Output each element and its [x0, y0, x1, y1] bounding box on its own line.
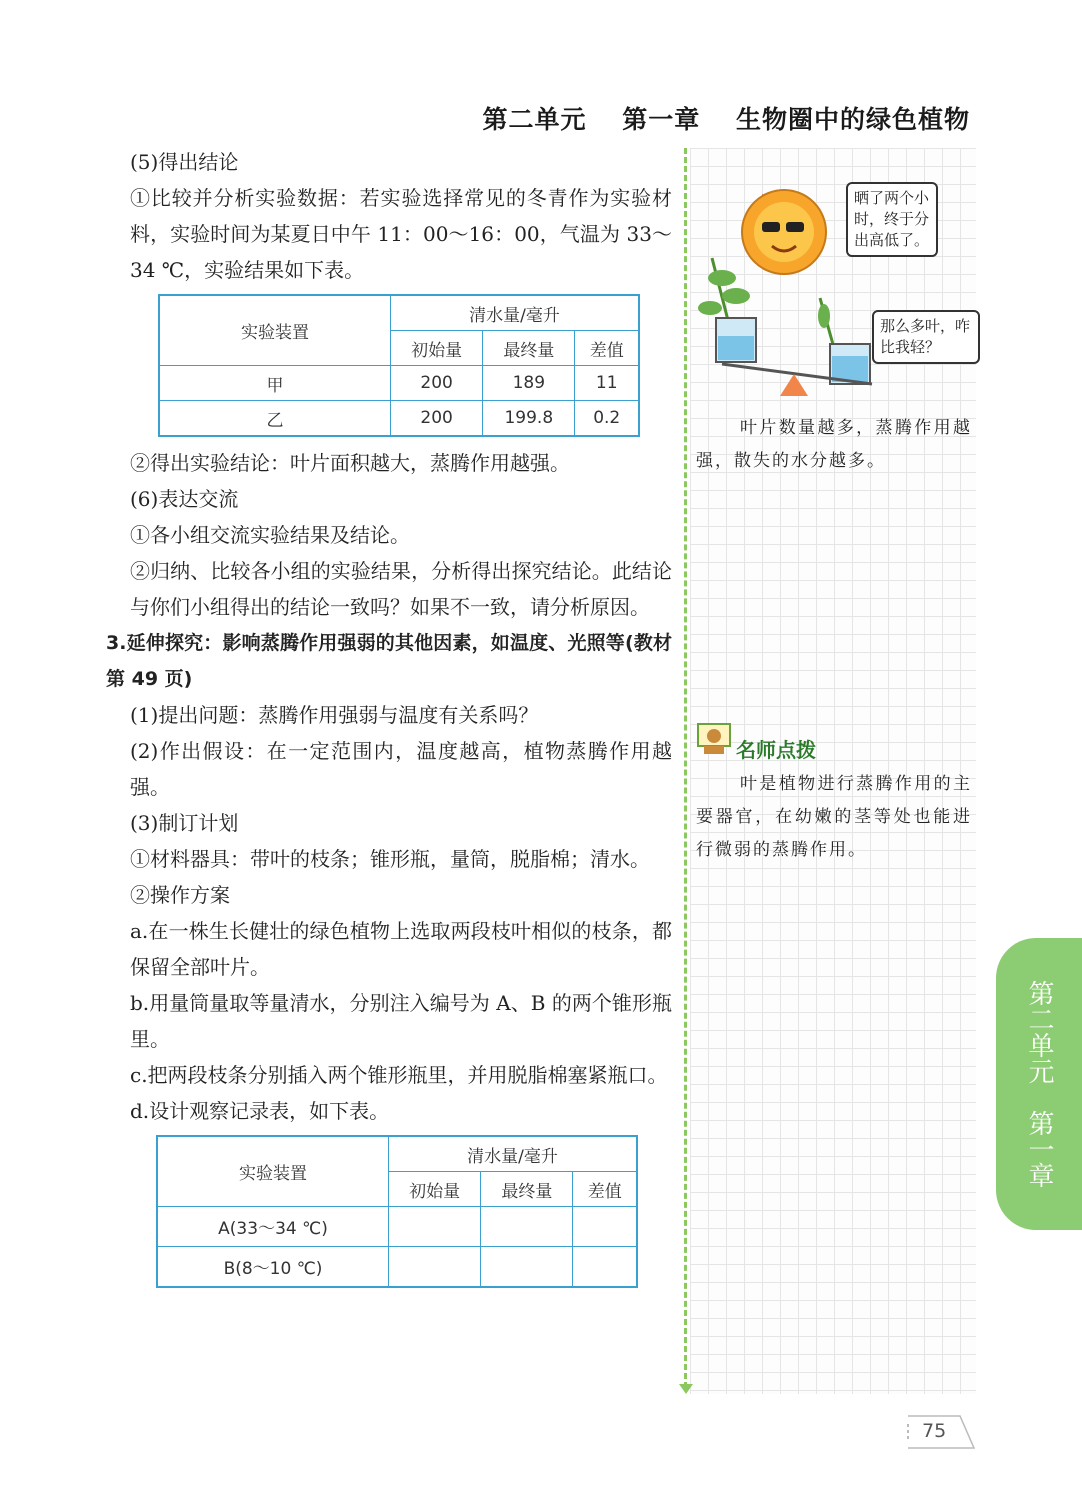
leaf-icon [708, 270, 736, 286]
table2-col-diff: 差值 [573, 1172, 637, 1207]
section-5-paragraph-1: ①比较并分析实验数据：若实验选择常见的冬青作为实验材料，实验时间为某夏日中午 11：00～16：00，气温为 33～34 ℃，实验结果如下表。 [130, 186, 672, 282]
section-6-title: (6)表达交流 [130, 487, 239, 511]
main-content [106, 144, 672, 1296]
table-row: B(8～10 ℃) [157, 1247, 637, 1287]
arrow-down-icon [679, 1384, 693, 1394]
section-6-paragraph-1: ①各小组交流实验结果及结论。 [130, 523, 410, 547]
procedure-step-c: c.把两段枝条分别插入两个锥形瓶里，并用脱脂棉塞紧瓶口。 [130, 1063, 668, 1087]
sidebar-caption: 叶片数量越多，蒸腾作用越强，散失的水分越多。 [696, 418, 972, 471]
section-6-paragraph-2: ②归纳、比较各小组的实验结果，分析得出探究结论。此结论与你们小组得出的结论一致吗？如果不一致，请分析原因。 [130, 559, 672, 619]
page-header [457, 100, 970, 136]
tip-text: 叶是植物进行蒸腾作用的主要器官，在幼嫩的茎等处也能进行微弱的蒸腾作用。 [696, 774, 972, 860]
tip-title: 名师点拨 [736, 738, 816, 762]
table1-col-final: 最终量 [483, 331, 575, 366]
question-3-step-2: (2)作出假设：在一定范围内，温度越高，植物蒸腾作用越强。 [130, 739, 672, 799]
chapter-tab: 第二单元 第一章 [996, 938, 1082, 1230]
balance-icon [780, 374, 808, 396]
table-row: 乙 200 199.8 0.2 [159, 401, 639, 437]
table2-col-initial: 初始量 [389, 1172, 481, 1207]
procedure-step-a: a.在一株生长健壮的绿色植物上选取两段枝叶相似的枝条，都保留全部叶片。 [130, 919, 672, 979]
table2-header-device: 实验装置 [157, 1136, 389, 1207]
table2-header-water: 清水量/毫升 [389, 1136, 638, 1172]
header-unit: 第二单元 [482, 105, 587, 134]
table1-header-water: 清水量/毫升 [391, 295, 640, 331]
section-5-paragraph-2: ②得出实验结论：叶片面积越大，蒸腾作用越强。 [130, 451, 570, 475]
table1-col-diff: 差值 [575, 331, 639, 366]
teacher-icon [696, 718, 736, 756]
table-row: 甲 200 189 11 [159, 366, 639, 401]
procedure-step-b: b.用量筒量取等量清水，分别注入编号为 A、B 的两个锥形瓶里。 [130, 991, 672, 1051]
procedure-step-d: d.设计观察记录表，如下表。 [130, 1099, 390, 1123]
question-3-step-3: (3)制订计划 [130, 811, 239, 835]
question-3-step-1: (1)提出问题：蒸腾作用强弱与温度有关系吗？ [130, 703, 539, 727]
sun-speech-bubble: 晒了两个小时，终于分出高低了。 [846, 182, 938, 257]
procedure-title: ②操作方案 [130, 883, 230, 907]
page-number-box [894, 1414, 974, 1448]
table1-header-device: 实验装置 [159, 295, 391, 366]
page-number: 75 [922, 1420, 947, 1442]
question-3-title: 3.延伸探究：影响蒸腾作用强弱的其他因素，如温度、光照等(教材第 49 页) [106, 632, 672, 690]
results-table [158, 294, 640, 437]
header-chapter: 第一章 [622, 105, 701, 134]
header-title: 生物圈中的绿色植物 [735, 105, 970, 134]
table1-col-initial: 初始量 [391, 331, 483, 366]
record-table [156, 1135, 638, 1288]
table2-col-final: 最终量 [481, 1172, 573, 1207]
dashed-divider [684, 148, 687, 1388]
table-row: A(33～34 ℃) [157, 1207, 637, 1247]
section-5-title: (5)得出结论 [130, 150, 239, 174]
materials: ①材料器具：带叶的枝条；锥形瓶，量筒，脱脂棉；清水。 [130, 847, 650, 871]
plant-speech-bubble: 那么多叶，咋比我轻？ [872, 310, 980, 364]
